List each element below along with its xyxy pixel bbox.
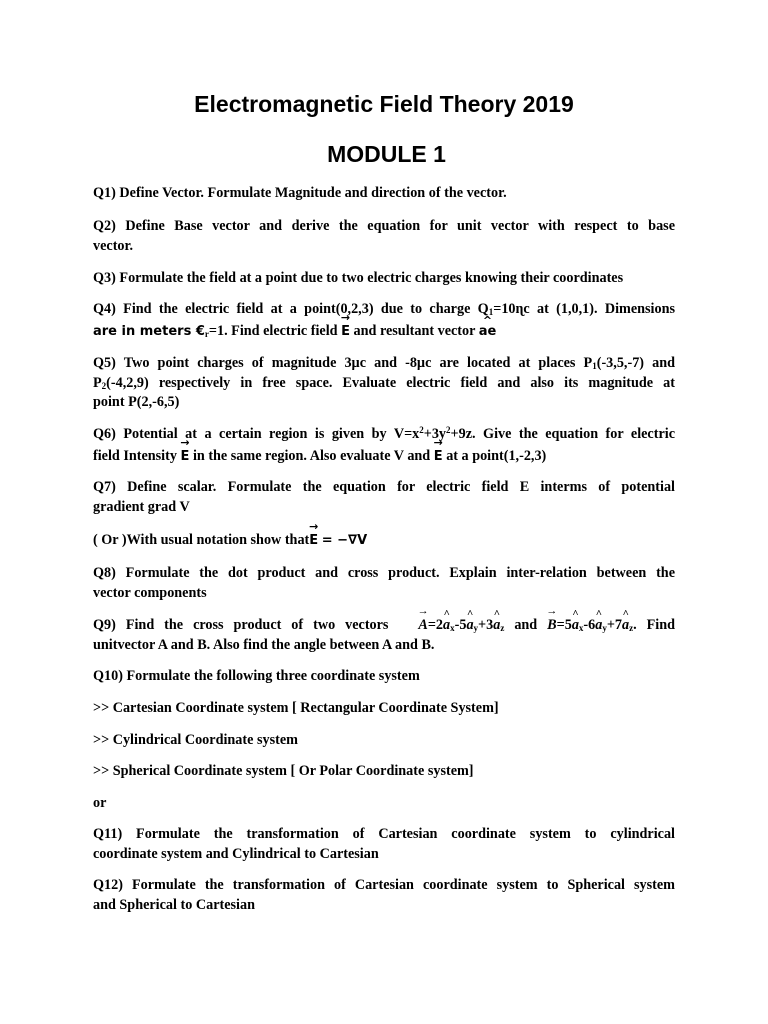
question-11: Q11) Formulate the transformation of Cartesian coordinate system to cylindrical coordinate system and Cylindrical to Cartesian: [93, 826, 675, 862]
coordinate-item-cylindrical: >> Cylindrical Coordinate system: [93, 732, 298, 748]
question-1: Q1) Define Vector. Formulate Magnitude and direction of the vector.: [93, 185, 507, 201]
question-7: Q7) Define scalar. Formulate the equation for electric field E interms of potential gradient grad V: [93, 479, 675, 515]
unit-vector-ae-symbol: ^ ae: [479, 322, 497, 342]
coordinate-item-cartesian: >> Cartesian Coordinate system [ Rectangular Coordinate System]: [93, 700, 499, 716]
vector-b-symbol: → B: [547, 616, 556, 636]
question-2: Q2) Define Base vector and derive the equation for unit vector with respect to base vector.: [93, 218, 675, 254]
question-6: Q6) Potential at a certain region is given by $V=x^2+3y^2+9z$. Give the equation for electric field Intensity → E in the same region. Also evaluate V and → E at a point(1,-2,3): [93, 425, 675, 466]
question-7-alternative: ( Or )With usual notation show that→ E = −∇V: [93, 531, 675, 551]
question-5: Q5) Two point charges of magnitude 3µc and -8µc are located at places $P_1(-3,5,-7)$ and $P_2(-4,2,9)$ respectively in free space. Evaluate electric field and also its magnitude at point P(2,-6,5): [93, 355, 675, 410]
document-title: Electromagnetic Field Theory 2019: [194, 91, 574, 117]
coordinate-item-spherical: >> Spherical Coordinate system [ Or Polar Coordinate system]: [93, 763, 474, 779]
or-separator: or: [93, 795, 107, 811]
vector-a-symbol: → A: [418, 616, 427, 636]
question-8: Q8) Formulate the dot product and cross product. Explain inter-relation between the vector components: [93, 565, 675, 601]
vector-e-symbol: → E: [341, 322, 350, 342]
question-9: Q9) Find the cross product of two vectors → A=2^ $a_x-5\^{}$ $a_y+3\^{}$ $a_z$ and → B=5^ $a_x-6\^{}$ $a_y+7\^{}$ $a_z$. Find unitvector A and B. Also find the angle between A and B.: [93, 616, 675, 655]
question-10: Q10) Formulate the following three coordinate system: [93, 668, 420, 684]
module-heading: MODULE 1: [327, 141, 446, 167]
vector-e-symbol: → E: [181, 447, 190, 467]
question-12: Q12) Formulate the transformation of Cartesian coordinate system to Spherical system and Spherical to Cartesian: [93, 877, 675, 913]
vector-e-symbol: → E: [434, 447, 443, 467]
question-4: Q4) Find the electric field at a point(0,2,3) due to charge $Q_1=10ɳc$ at (1,0,1). Dimensions are in meters $€_r=1$. Find electric field → E and resultant vector ^ ae: [93, 300, 675, 341]
vector-e-symbol: → E: [309, 531, 318, 551]
question-3: Q3) Formulate the field at a point due to two electric charges knowing their coordinates: [93, 270, 624, 286]
